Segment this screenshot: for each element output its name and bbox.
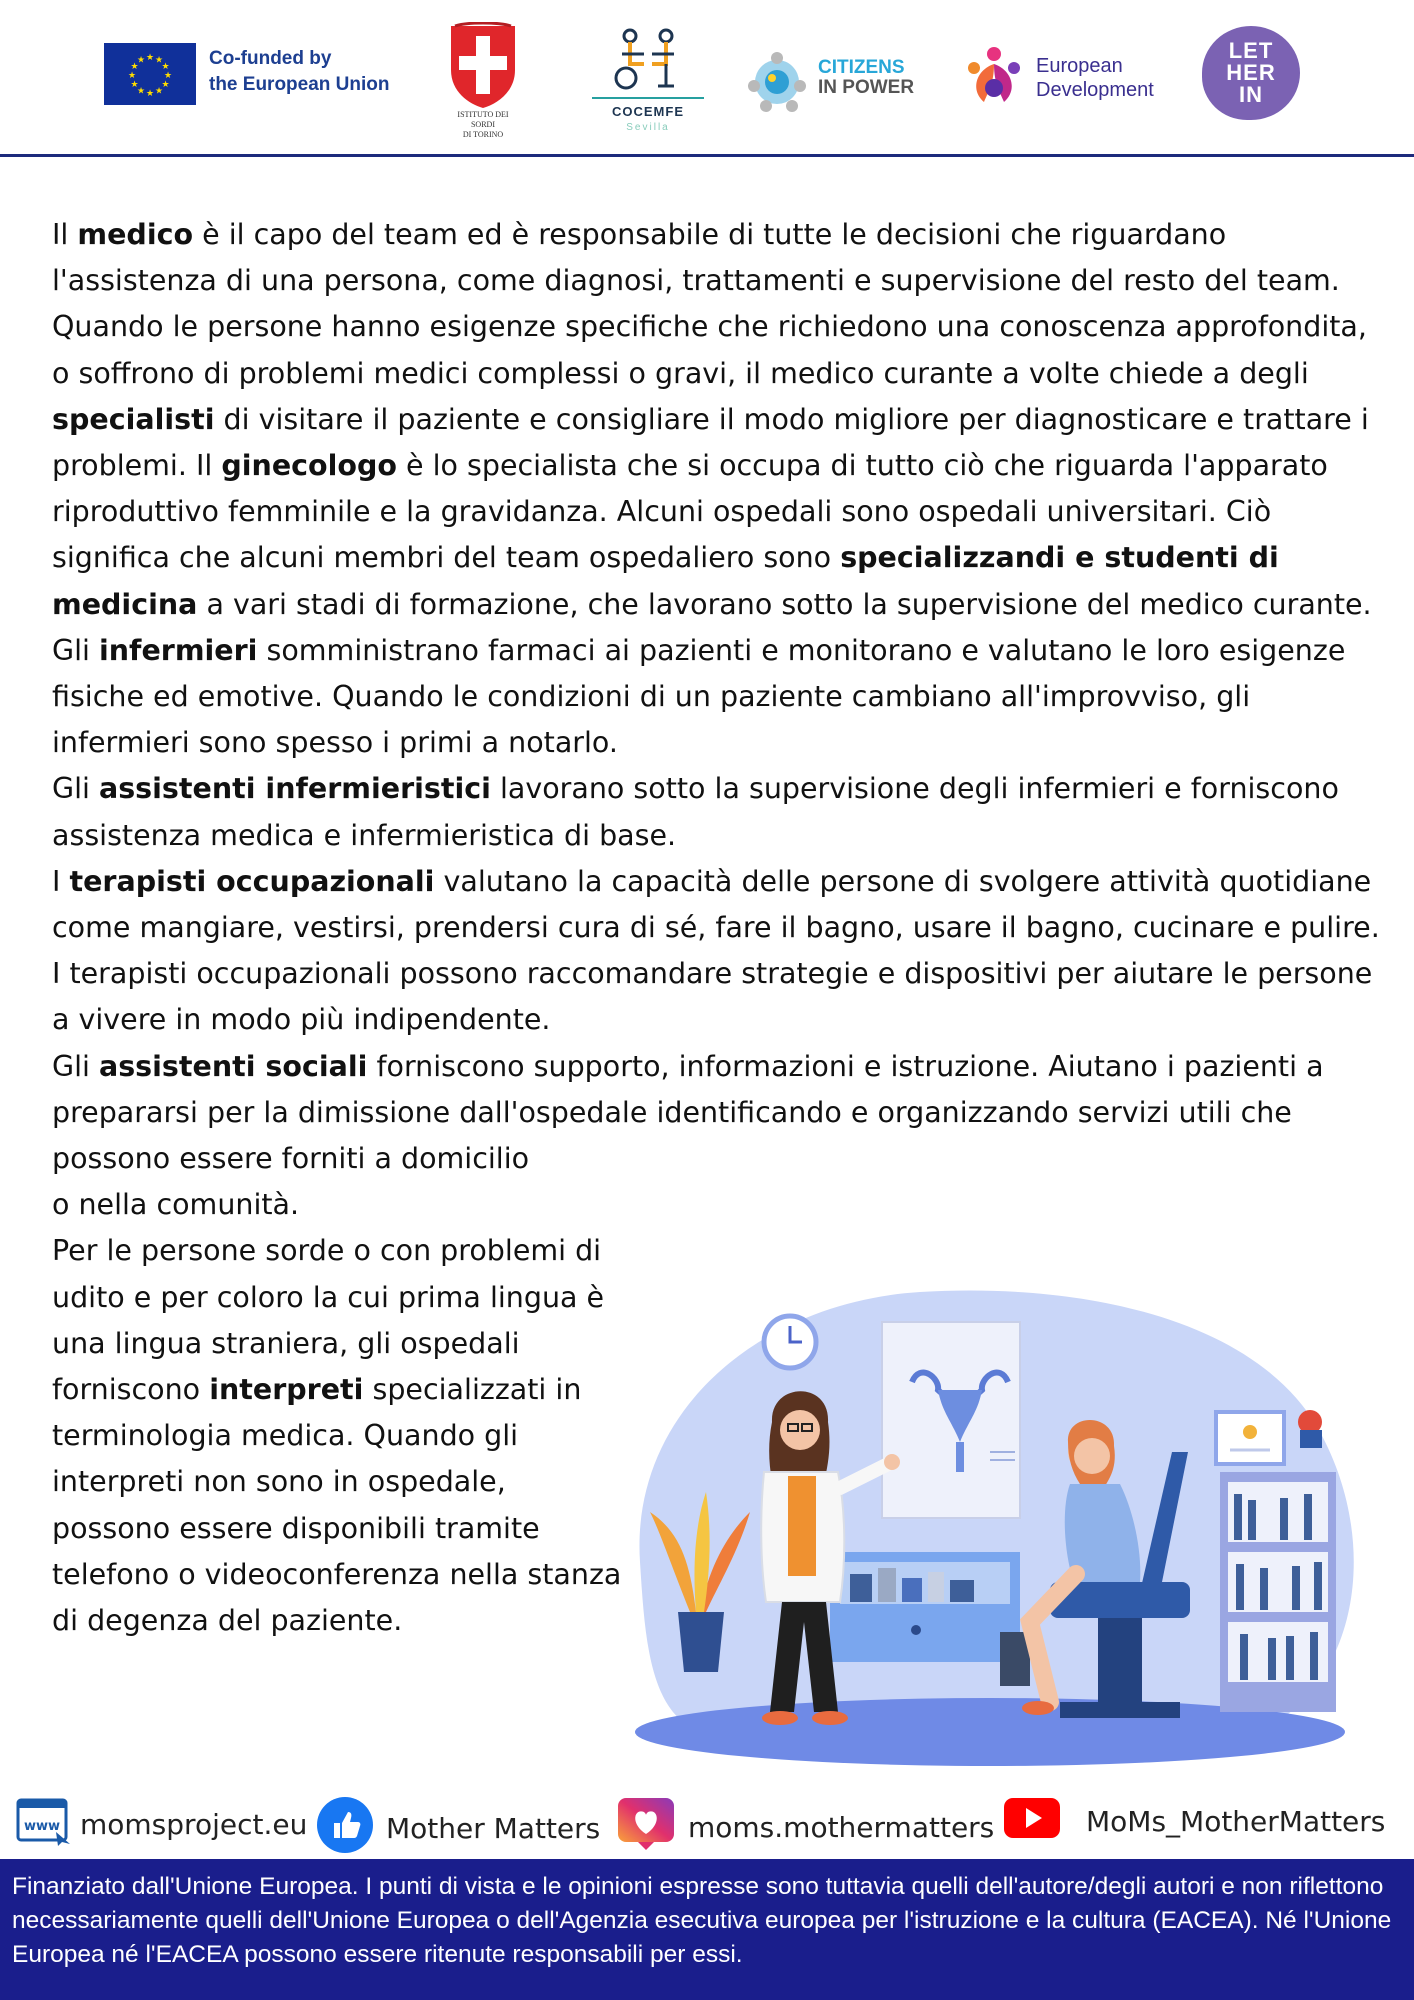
eu-disclaimer-banner — [0, 1859, 1414, 2000]
paragraph-assistenti-sociali: Gli assistenti sociali forniscono supporto, informazioni e istruzione. Aiutano i pazienti a prepararsi per la dimissione dall'ospedale identificando e organizzando servizi utili che possono essere forniti a domicilio o nella comunità. — [52, 1049, 1324, 1222]
term-assistenti-sociali: assistenti sociali — [98, 1049, 368, 1083]
facebook-like-icon — [316, 1796, 374, 1861]
svg-text:★: ★ — [161, 80, 170, 90]
svg-text:★: ★ — [145, 89, 155, 99]
letherin-line1: LET — [1228, 38, 1274, 63]
youtube-icon — [1002, 1796, 1062, 1847]
istituto-sordi-torino-logo — [447, 22, 519, 139]
social-links-bar — [0, 1788, 1414, 1848]
eu-logo-line2: the European Union — [209, 74, 390, 95]
citizens-line1: CITIZENS — [818, 57, 905, 78]
eu-flag-icon — [104, 43, 196, 105]
svg-text:★: ★ — [161, 62, 170, 72]
svg-text:★: ★ — [145, 53, 155, 63]
svg-text:★: ★ — [136, 86, 146, 97]
youtube-text[interactable]: MoMs_MotherMatters — [1086, 1805, 1386, 1838]
medicine-cabinet-icon — [830, 1552, 1020, 1662]
facebook-link[interactable] — [316, 1796, 600, 1861]
cocemfe-city: Sevilla — [626, 122, 670, 133]
svg-text:★: ★ — [163, 71, 173, 81]
citizens-in-power-text — [818, 58, 914, 98]
svg-text:★: ★ — [154, 55, 164, 66]
term-medico: medico — [77, 218, 194, 251]
cocemfe-logo — [592, 26, 704, 140]
svg-text:www: www — [23, 1819, 61, 1834]
uterus-poster-icon — [882, 1322, 1020, 1518]
svg-text:★: ★ — [130, 62, 139, 72]
term-specialisti: specialisti — [52, 402, 215, 436]
svg-text:★: ★ — [154, 86, 164, 97]
eu-cofunded-logo-text — [209, 46, 390, 98]
eudev-line1: European — [1036, 55, 1123, 77]
certificate-icon — [1216, 1412, 1284, 1464]
website-text[interactable]: momsproject.eu — [80, 1808, 308, 1841]
let-her-in-logo — [1202, 26, 1300, 120]
paragraph-infermieri: Gli infermieri somministrano farmaci ai pazienti e monitorano e valutano le loro esigenze fisiche ed emotive. Quando le condizioni di un paziente cambiano all'improvviso, gli infermieri sono spesso i primi a notarlo. — [52, 633, 1346, 760]
paragraph-medico: Il medico è il capo del team ed è responsabile di tutte le decisioni che riguardano l'assistenza di una persona, come diagnosi, trattamenti e supervisione del resto del team. — [52, 218, 1340, 298]
european-development-icon — [962, 44, 1026, 110]
wall-clock-icon — [764, 1316, 816, 1368]
eudev-line2: Development — [1036, 79, 1154, 101]
facebook-text[interactable]: Mother Matters — [386, 1812, 601, 1845]
term-terapisti-occupazionali: terapisti occupazionali — [69, 864, 435, 898]
citizens-line2: IN POWER — [818, 77, 915, 98]
paragraph-specialisti: Quando le persone hanno esigenze specifiche che richiedono una conoscenza approfondita, o soffrono di problemi medici complessi o gravi, il medico curante a volte chiede a degli specialisti di visitare il paziente e consigliare il modo migliore per diagnosticare e trattare i problemi. Il ginecologo è lo specialista che si occupa di tutto ciò che riguarda l'apparato riproduttivo femminile e la gravidanza. Alcuni ospedali sono ospedali universitari. Ciò significa che alcuni membri del team ospedaliero sono specializzandi e studenti di medicina a vari stadi di formazione, che lavorano sotto la supervisione del medico curante. — [52, 310, 1372, 621]
term-interpreti: interpreti — [209, 1373, 364, 1407]
instagram-link[interactable] — [616, 1796, 994, 1859]
svg-text:★: ★ — [130, 80, 139, 90]
shield-icon — [447, 22, 519, 108]
term-assistenti-infermieristici: assistenti infermieristici — [98, 772, 491, 806]
svg-text:★: ★ — [136, 55, 146, 66]
paragraph-assistenti-infermieristici: Gli assistenti infermieristici lavorano sotto la supervisione degli infermieri e forniscono assistenza medica e infermieristica di base. — [52, 772, 1339, 852]
disclaimer-text: Finanziato dall'Unione Europea. I punti di vista e le opinioni espresse sono tuttavia quelli dell'autore/degli autori e non riflettono necessariamente quelli dell'Unione Europea o dell'Agenzia esecutiva europea per l'istruzione e la cultura (EACEA). Né l'Unione Europea né l'EACEA possono essere ritenute responsabili per essi. — [12, 1873, 1392, 1968]
term-ginecologo: ginecologo — [221, 449, 397, 483]
svg-text:★: ★ — [127, 71, 137, 81]
instagram-heart-icon — [616, 1796, 676, 1859]
torino-caption-line2: DI TORINO — [462, 130, 504, 139]
european-development-text — [1036, 54, 1154, 102]
letherin-line3: IN — [1239, 82, 1263, 107]
gynecologist-consultation-illustration — [620, 1262, 1360, 1774]
term-infermieri: infermieri — [98, 633, 258, 667]
citizens-in-power-icon — [742, 46, 812, 116]
term-specializzandi: specializzandi e studenti di medicina — [52, 541, 1279, 621]
cocemfe-name: COCEMFE — [612, 104, 684, 119]
www-icon — [16, 1796, 72, 1853]
eu-logo-line1: Co-funded by — [209, 48, 332, 69]
paragraph-interpreti: Per le persone sorde o con problemi di udito e per coloro la cui prima lingua è una lingua straniera, gli ospedali forniscono interpreti specializzati in terminologia medica. Quando gli interpreti non sono in ospedale, possono essere disponibili tramite telefono o videoconferenza nella stanza di degenza del paziente. — [52, 1234, 622, 1638]
letherin-line2: HER — [1226, 60, 1276, 85]
instagram-text[interactable]: moms.mothermatters — [688, 1811, 995, 1844]
paragraph-terapisti: I terapisti occupazionali valutano la capacità delle persone di svolgere attività quotidiane come mangiare, vestirsi, prendersi cura di sé, fare il bagno, usare il bagno, cucinare e pulire. I terapisti occupazionali possono raccomandare strategie e dispositivi per aiutare le persone a vivere in modo più indipendente. — [52, 864, 1380, 1037]
torino-caption-line1: ISTITUTO DEI SORDI — [457, 110, 509, 129]
cocemfe-figures-icon — [592, 26, 704, 102]
youtube-link[interactable] — [1002, 1796, 1385, 1847]
website-link[interactable] — [16, 1796, 307, 1853]
header-logos — [0, 0, 1414, 157]
